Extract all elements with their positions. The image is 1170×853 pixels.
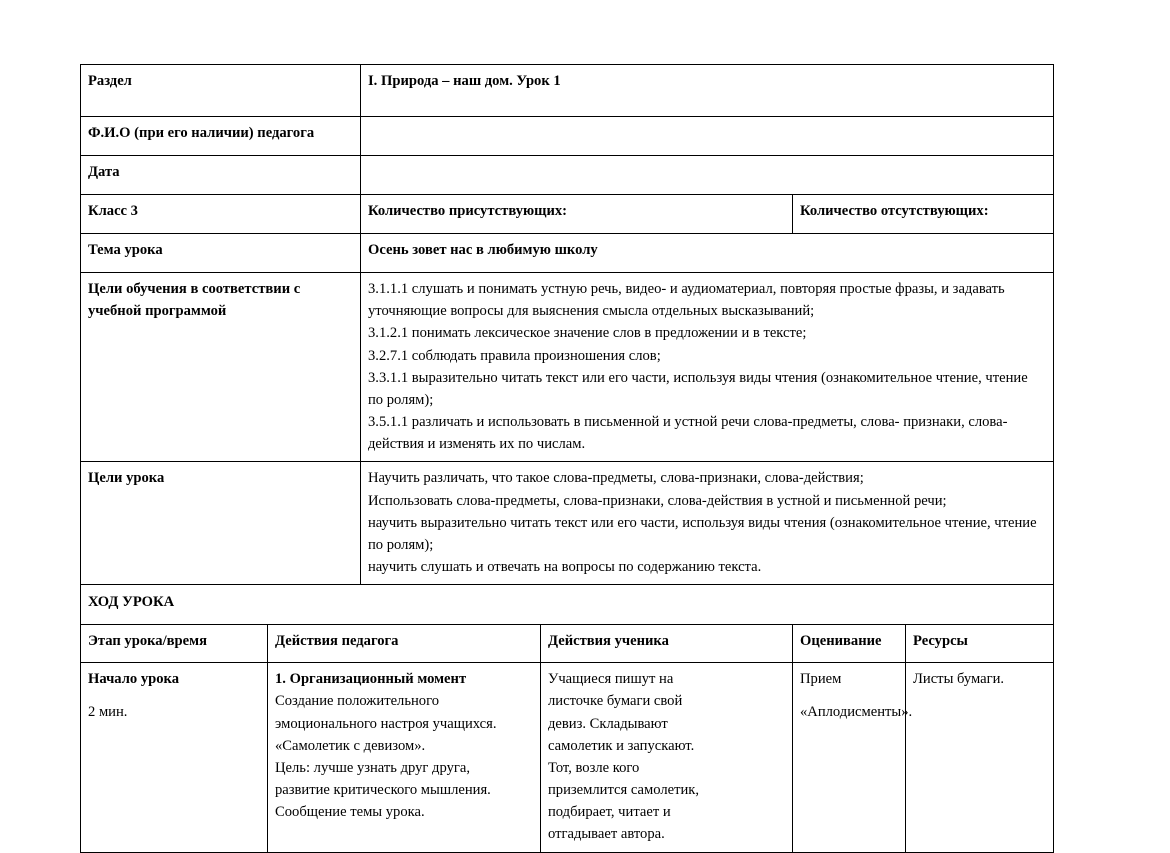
course-heading: ХОД УРОКА bbox=[81, 585, 1054, 625]
assessment-line: «Аплодисменты». bbox=[800, 704, 913, 721]
column-header-assessment: Оценивание bbox=[793, 625, 906, 663]
cell-teacher-actions bbox=[268, 663, 541, 852]
curriculum-goals-value bbox=[361, 273, 1054, 462]
date-value[interactable] bbox=[361, 156, 1054, 195]
curriculum-goal-item: 3.3.1.1 выразительно читать текст или его части, используя виды чтения (ознакомительное чтение, чтение по ролям); bbox=[368, 369, 1028, 408]
table-row-date bbox=[81, 156, 1054, 195]
student-action-line: девиз. Складывают bbox=[548, 715, 668, 732]
table-row-lesson-goals bbox=[81, 462, 1054, 585]
curriculum-goal-item: 3.5.1.1 различать и использовать в письменной и устной речи слова-предметы, слова- признаки, слова-действия и изменять их по числам. bbox=[368, 414, 1008, 453]
cell-student-actions bbox=[541, 663, 793, 852]
lesson-goal-item: научить выразительно читать текст или его части, используя виды чтения (ознакомительное чтение, чтение по ролям); bbox=[368, 514, 1037, 553]
teacher-action-line: Сообщение темы урока. bbox=[275, 804, 425, 821]
curriculum-goals-label: Цели обучения в соответствии с учебной программой bbox=[81, 273, 361, 462]
table-row-curriculum-goals bbox=[81, 273, 1054, 462]
teacher-action-line: эмоционального настроя учащихся. bbox=[275, 715, 497, 732]
lesson-goal-item: научить слушать и отвечать на вопросы по содержанию текста. bbox=[368, 559, 762, 576]
teacher-action-line: развитие критического мышления. bbox=[275, 782, 491, 799]
lesson-goals-label: Цели урока bbox=[81, 462, 361, 585]
teacher-action-title: 1. Организационный момент bbox=[275, 671, 467, 688]
lesson-goals-value bbox=[361, 462, 1054, 585]
curriculum-goal-item: 3.1.1.1 слушать и понимать устную речь, видео- и аудиоматериал, повторяя простые фразы, и задавать уточняющие вопросы для выяснения смысла отдельных высказываний; bbox=[368, 281, 1005, 320]
present-count-label: Количество присутствующих: bbox=[361, 195, 793, 234]
topic-label: Тема урока bbox=[81, 234, 361, 273]
assessment-spacer bbox=[800, 690, 898, 701]
cell-assessment bbox=[793, 663, 913, 852]
column-header-teacher-actions: Действия педагога bbox=[268, 625, 541, 663]
teacher-action-line: «Самолетик с девизом». bbox=[275, 737, 426, 754]
curriculum-goal-item: 3.1.2.1 понимать лексическое значение слов в предложении и в тексте; bbox=[368, 325, 807, 342]
teacher-action-line: Цель: лучше узнать друг друга, bbox=[275, 759, 470, 776]
student-action-line: отгадывает автора. bbox=[548, 826, 665, 843]
student-action-line: самолетик и запускают. bbox=[548, 737, 695, 754]
cell-resources bbox=[906, 663, 1054, 852]
teacher-value[interactable] bbox=[361, 117, 1054, 156]
class-label: Класс 3 bbox=[81, 195, 361, 234]
section-label: Раздел bbox=[81, 65, 361, 117]
teacher-action-line: Создание положительного bbox=[275, 693, 440, 710]
table-row bbox=[81, 663, 1054, 852]
cell-stage bbox=[81, 663, 268, 852]
table-row-class bbox=[81, 195, 1054, 234]
absent-count-label: Количество отсутствующих: bbox=[793, 195, 1054, 234]
column-header-student-actions: Действия ученика bbox=[541, 625, 793, 663]
lesson-goal-item: Научить различать, что такое слова-предметы, слова-признаки, слова-действия; bbox=[368, 470, 864, 487]
student-action-line: приземлится самолетик, bbox=[548, 782, 700, 799]
section-value: I. Природа – наш дом. Урок 1 bbox=[361, 65, 1054, 117]
table-row-teacher bbox=[81, 117, 1054, 156]
table-row-topic bbox=[81, 234, 1054, 273]
stage-spacer bbox=[88, 690, 260, 701]
student-action-line: Тот, возле кого bbox=[548, 759, 640, 776]
topic-value: Осень зовет нас в любимую школу bbox=[361, 234, 1054, 273]
table-row-course-heading bbox=[81, 585, 1054, 625]
table-row-section bbox=[81, 65, 1054, 117]
date-label: Дата bbox=[81, 156, 361, 195]
column-header-resources: Ресурсы bbox=[906, 625, 1054, 663]
lesson-goal-item: Использовать слова-предметы, слова-признаки, слова-действия в устной и письменной речи; bbox=[368, 492, 947, 509]
stage-time: 2 мин. bbox=[88, 704, 128, 721]
student-action-line: подбирает, читает и bbox=[548, 804, 671, 821]
lesson-plan-table bbox=[80, 64, 1054, 853]
column-header-stage: Этап урока/время bbox=[81, 625, 268, 663]
teacher-label: Ф.И.О (при его наличии) педагога bbox=[81, 117, 361, 156]
curriculum-goal-item: 3.2.7.1 соблюдать правила произношения слов; bbox=[368, 347, 661, 364]
table-row-column-headers bbox=[81, 625, 1054, 663]
assessment-line: Прием bbox=[800, 671, 842, 688]
student-action-line: Учащиеся пишут на bbox=[548, 671, 674, 688]
student-action-line: листочке бумаги свой bbox=[548, 693, 683, 710]
stage-title: Начало урока bbox=[88, 671, 180, 688]
resources-line: Листы бумаги. bbox=[913, 671, 1005, 688]
